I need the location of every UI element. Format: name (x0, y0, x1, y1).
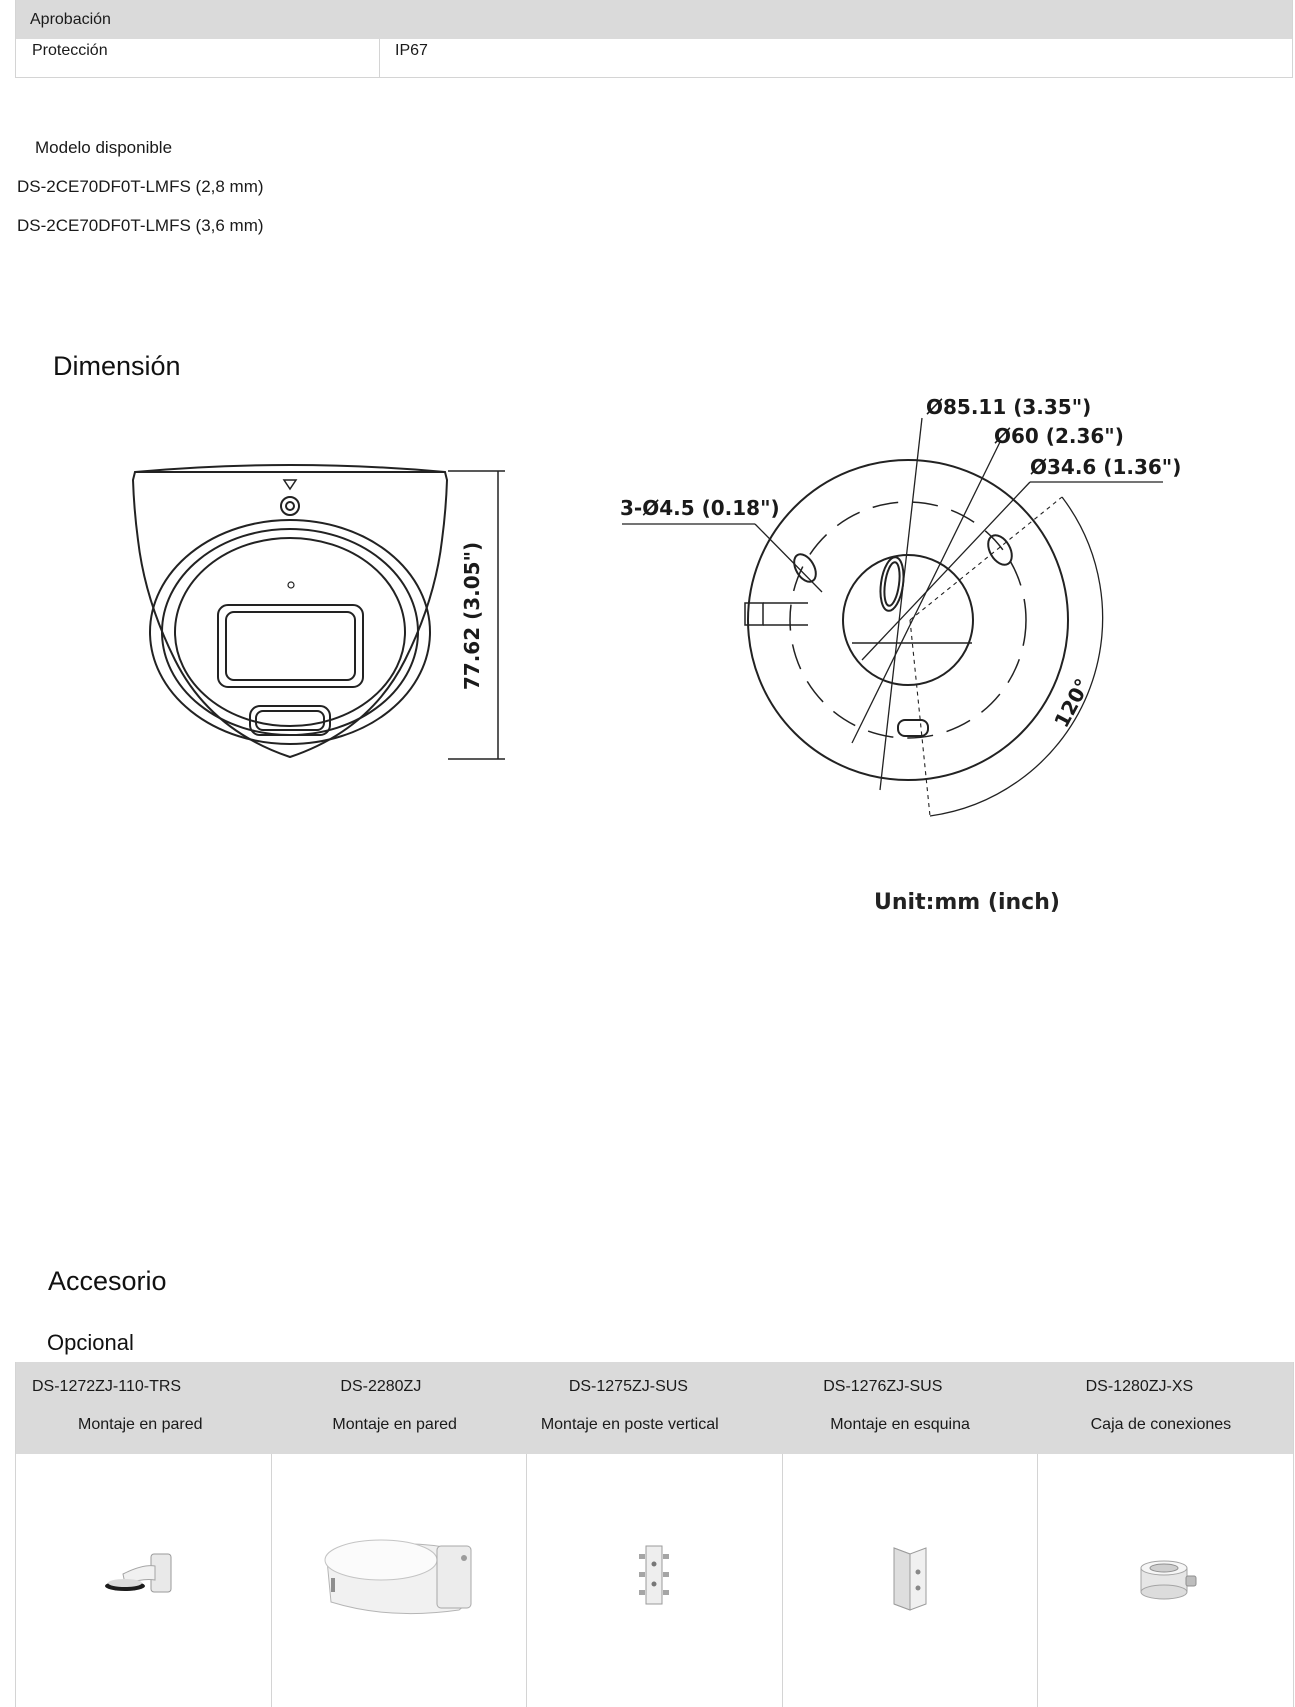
corner-mount-icon (888, 1542, 932, 1612)
accessory-image-cell (271, 1454, 527, 1707)
wall-mount-large-icon (319, 1530, 479, 1620)
wall-mount-icon (103, 1546, 183, 1606)
accessory-desc: Caja de conexiones (1090, 1416, 1232, 1433)
mid-diameter-label: Ø60 (2.36") (994, 424, 1124, 448)
accessory-image-cell (1037, 1454, 1293, 1707)
available-models (0, 128, 264, 245)
accessory-header-cell (16, 1362, 271, 1454)
height-label: 77.62 (3.05") (460, 541, 484, 691)
accessory-header-cell (271, 1362, 526, 1454)
accessory-title: Accesorio (48, 1266, 167, 1296)
accessory-desc: Montaje en pared (332, 1416, 457, 1433)
outer-diameter-label: Ø85.11 (3.35") (926, 395, 1092, 419)
accessory-header-row (16, 1362, 1293, 1454)
model-item: DS-2CE70DF0T-LMFS (2,8 mm) (17, 177, 264, 196)
accessory-desc: Montaje en poste vertical (540, 1416, 719, 1433)
accessory-image-cell (526, 1454, 782, 1707)
accessory-header-cell (782, 1362, 1037, 1454)
spec-value: IP67 (395, 42, 428, 59)
accessory-image-row (16, 1454, 1293, 1707)
spec-header: Aprobación (16, 0, 1292, 39)
spec-table (15, 0, 1293, 78)
holes-label: 3-Ø4.5 (0.18") (620, 496, 780, 520)
accessory-model: DS-1280ZJ-XS (1085, 1378, 1194, 1395)
accessory-table (15, 1362, 1294, 1707)
accessory-header-cell (527, 1362, 782, 1454)
inner-diameter-label: Ø34.6 (1.36") (1030, 455, 1182, 479)
dimension-title: Dimensión (53, 351, 181, 381)
accessory-header-cell (1038, 1362, 1293, 1454)
model-item: DS-2CE70DF0T-LMFS (3,6 mm) (17, 216, 264, 235)
accessory-model: DS-1276ZJ-SUS (823, 1378, 943, 1395)
camera-side-view-icon (133, 465, 447, 757)
models-title: Modelo disponible (35, 138, 173, 157)
accessory-desc: Montaje en esquina (830, 1416, 970, 1433)
spec-label: Protección (16, 39, 380, 77)
accessory-model: DS-1275ZJ-SUS (568, 1378, 688, 1395)
angle-label: 120° (1049, 674, 1095, 732)
accessory-model: DS-1272ZJ-110-TRS (32, 1378, 182, 1395)
accessory-desc: Montaje en pared (78, 1416, 203, 1433)
pole-mount-icon (634, 1542, 674, 1612)
accessory-image-cell (782, 1454, 1038, 1707)
unit-label: Unit:mm (inch) (874, 890, 1060, 915)
optional-subtitle: Opcional (47, 1330, 134, 1355)
spec-row (16, 39, 1292, 77)
accessory-image-cell (16, 1454, 271, 1707)
accessory-model: DS-2280ZJ (340, 1378, 422, 1395)
dimension-drawing (0, 380, 1295, 850)
junction-box-icon (1131, 1552, 1201, 1602)
